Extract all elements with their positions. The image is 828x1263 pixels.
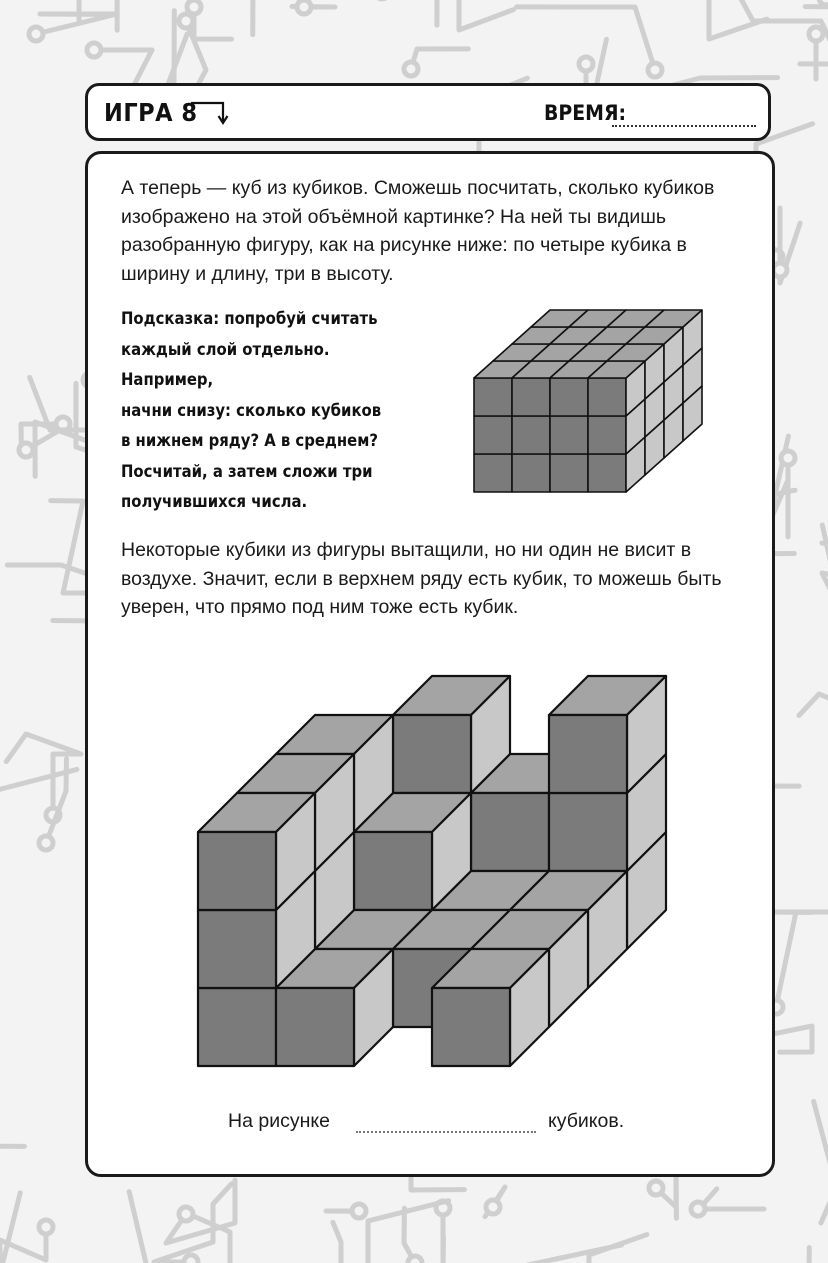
time-input-line[interactable] [612, 125, 756, 127]
cube-face-front [588, 378, 626, 416]
answer-suffix: кубиков. [548, 1110, 625, 1132]
cube-face-front [198, 988, 276, 1066]
cube-face-front [550, 454, 588, 492]
answer-prefix: На рисунке [228, 1110, 330, 1132]
hint-text [121, 304, 421, 518]
cube-face-front [512, 416, 550, 454]
intro-text: А теперь — куб из кубиков. Сможешь посчитать, сколько кубиков изображено на этой объёмной картинке? На ней ты видишь разобранную фигуру, как на рисунке ниже: по четыре кубика в ширину и длину, три в высоту. [121, 177, 715, 285]
puzzle-cube-figure [194, 666, 674, 1082]
task-card [85, 151, 775, 1177]
explanation-text: Некоторые кубики из фигуры вытащили, но ни один не висит в воздухе. Значит, если в верхнем ряду есть кубик, то можешь быть уверен, что прямо под ним тоже есть кубик. [121, 539, 722, 618]
cube-face-front [512, 378, 550, 416]
time-label: ВРЕМЯ: [544, 101, 627, 125]
cube-face-front [471, 793, 549, 871]
cube-face-front [198, 910, 276, 988]
cube-face-front [549, 715, 627, 793]
cube-face-front [432, 988, 510, 1066]
cube-face-front [393, 715, 471, 793]
cube-face-front [588, 454, 626, 492]
hint-line: в нижнем ряду? А в среднем? [121, 431, 378, 450]
cube-face-front [549, 793, 627, 871]
game-header [85, 83, 771, 141]
cube-face-front [474, 378, 512, 416]
hint-line: начни снизу: сколько кубиков [121, 400, 382, 420]
cube-face-front [550, 378, 588, 416]
answer-line [228, 1110, 648, 1140]
cube-face-front [550, 416, 588, 454]
reference-cube-figure [468, 302, 708, 502]
cube-face-front [276, 988, 354, 1066]
hint-line: получившихся числа. [121, 492, 308, 511]
arrow-down-icon [190, 100, 230, 126]
cube-face-front [354, 832, 432, 910]
hint-line: Посчитай, а затем сложи три [121, 461, 373, 481]
cube-face-front [588, 416, 626, 454]
answer-input-line[interactable] [356, 1131, 536, 1133]
cube-face-front [198, 832, 276, 910]
game-title: ИГРА 8 [104, 98, 198, 127]
cube-face-front [474, 416, 512, 454]
hint-line: Подсказка: попробуй считать [121, 309, 378, 328]
cube-face-front [474, 454, 512, 492]
hint-line: каждый слой отдельно. Например, [121, 339, 330, 389]
cube-face-front [512, 454, 550, 492]
